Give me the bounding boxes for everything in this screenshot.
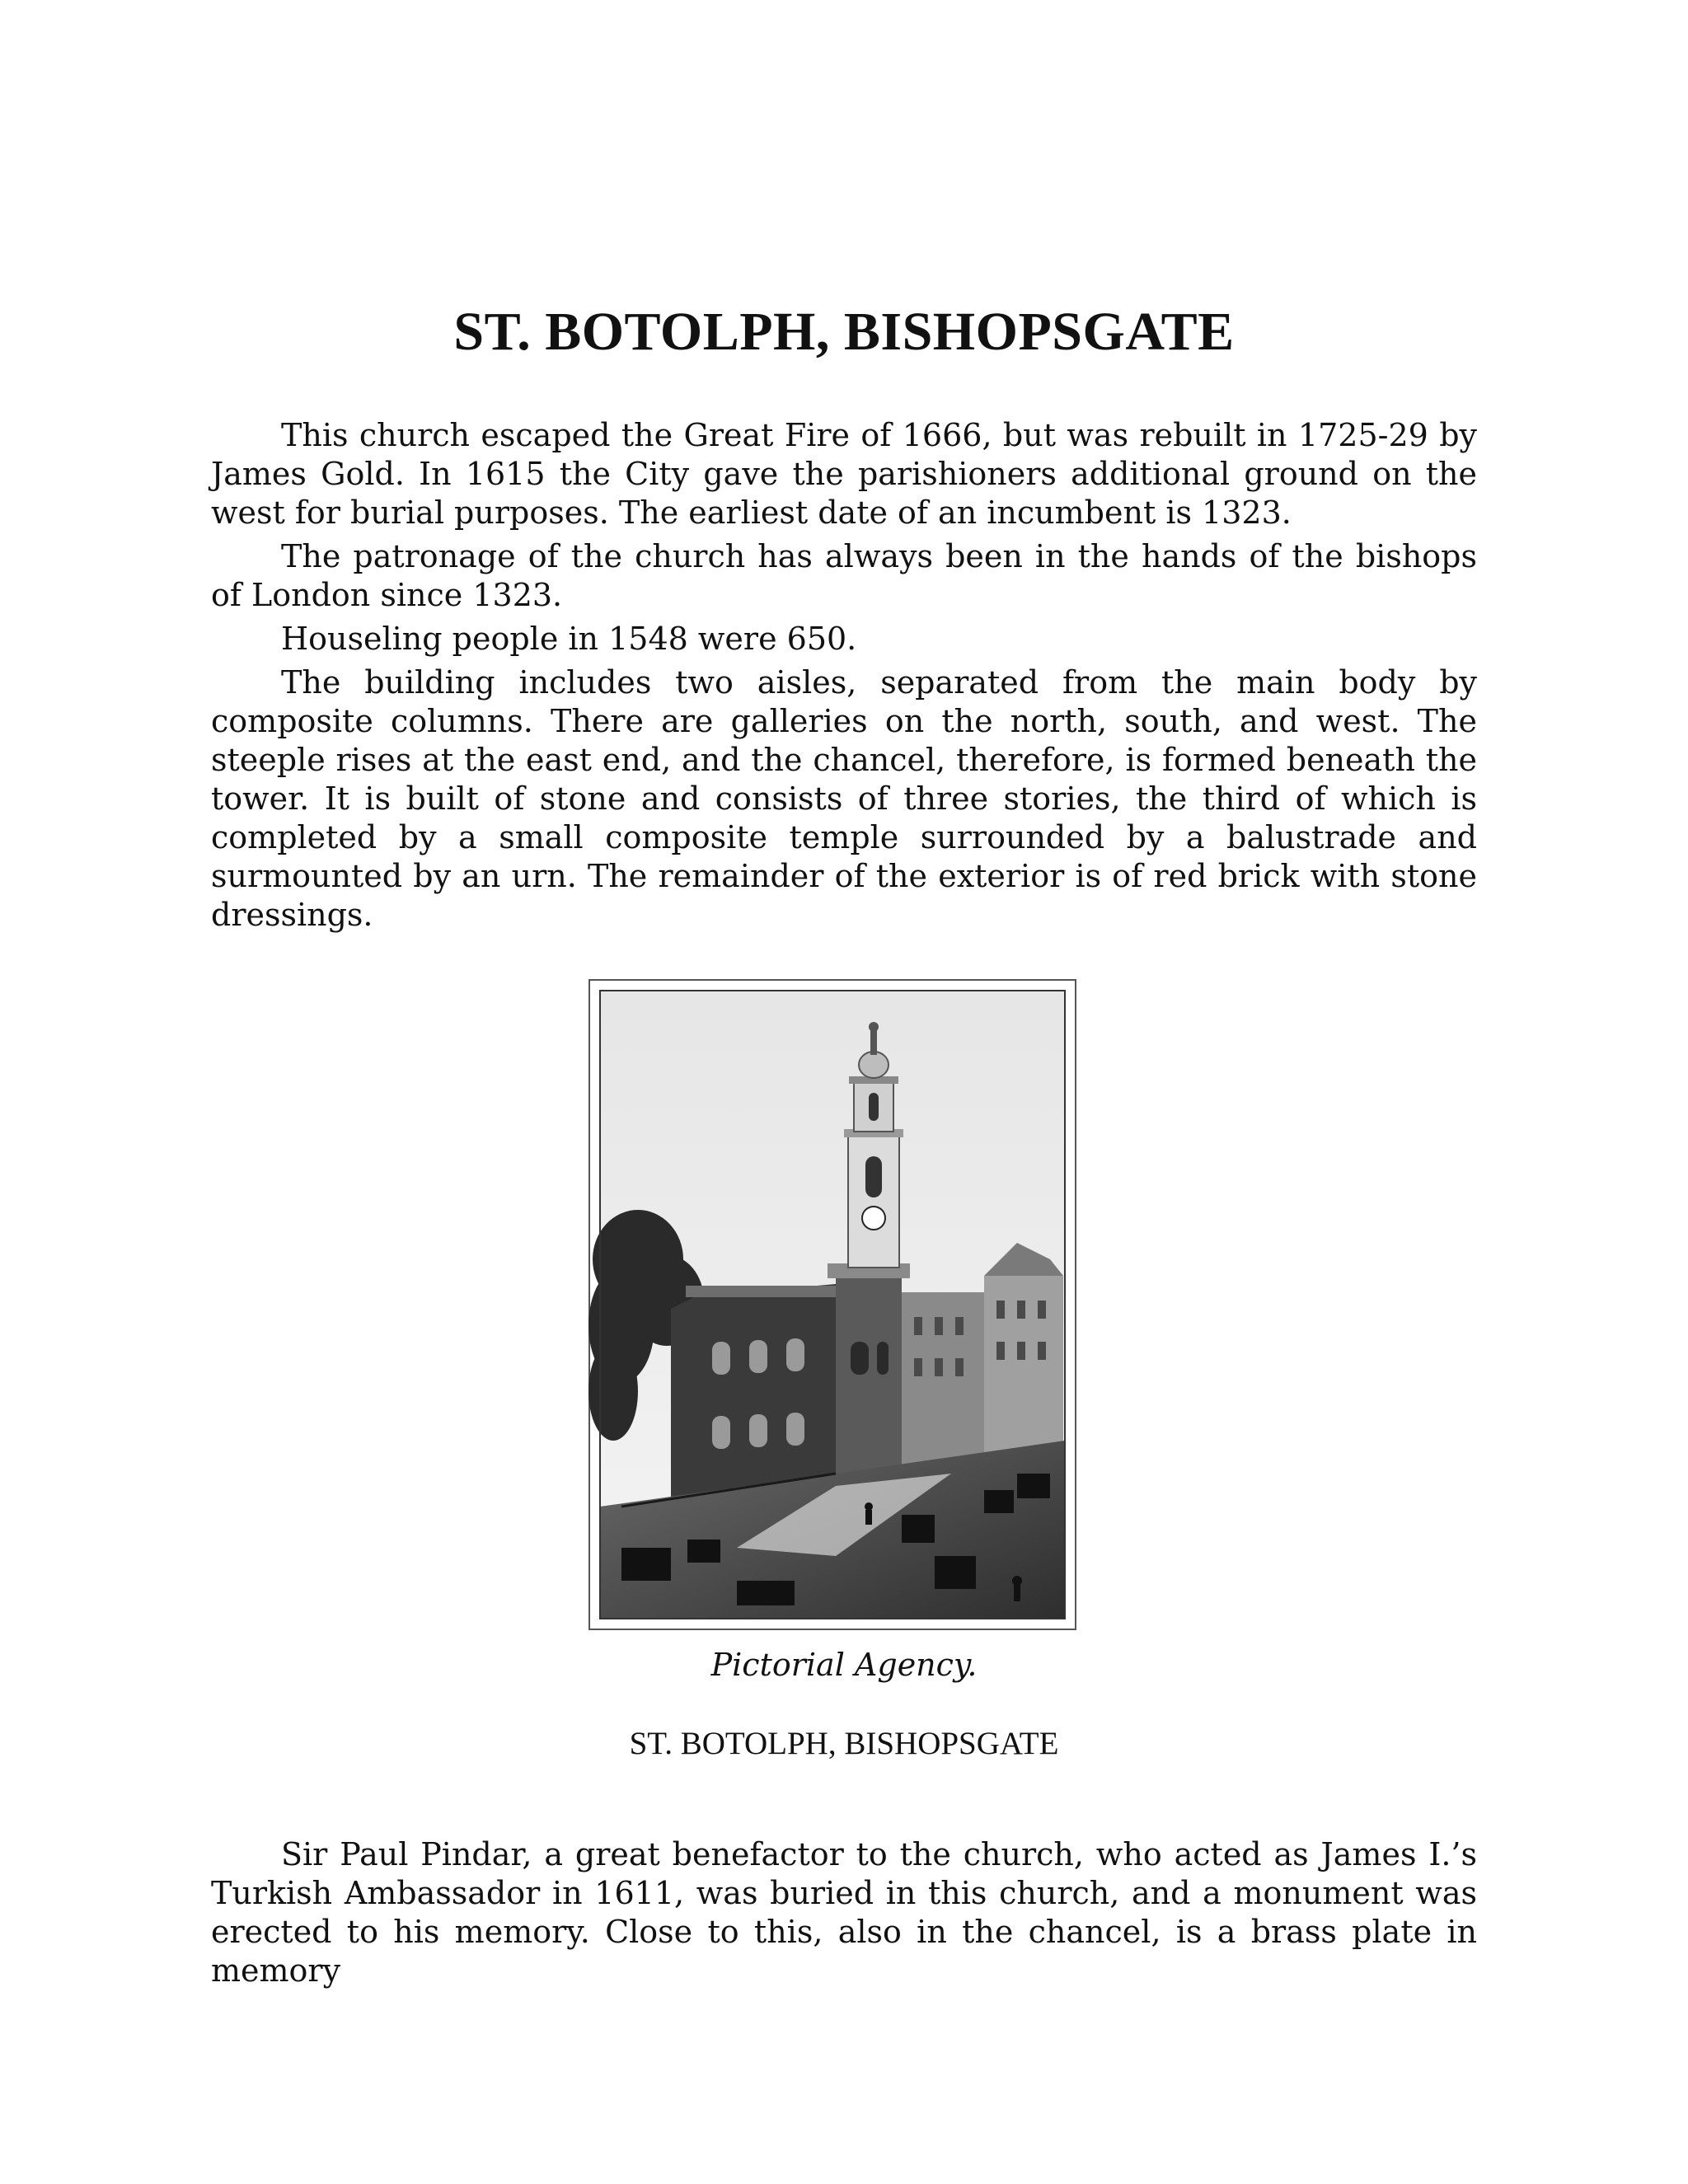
church-photograph [588, 979, 1076, 1630]
paragraph: The patronage of the church has always been in the hands of the bishops of London since 1323. [211, 538, 1477, 613]
chapter-title: ST. BOTOLPH, BISHOPSGATE [453, 302, 1235, 362]
text-block-after-figure [211, 1835, 1477, 1995]
figure-caption: ST. BOTOLPH, BISHOPSGATE [629, 1726, 1059, 1761]
paragraph: The building includes two aisles, separated from the main body by composite columns. There are galleries on the north, south, and west. The steeple rises at the east end, and the chancel, therefore, is formed beneath the tower. It is built of stone and consists of three stories, the third of which is completed by a small composite temple surrounded by a balustrade and surmounted by an urn. The remainder of the exterior is of red brick with stone dressings. [211, 664, 1477, 933]
paragraph: Sir Paul Pindar, a great benefactor to the church, who acted as James I.’s Turkish Ambassador in 1611, was buried in this church, and a monument was erected to his memory. Close to this, also in the chancel, is a brass plate in memory [211, 1836, 1477, 1989]
paragraph: This church escaped the Great Fire of 1666, but was rebuilt in 1725-29 by James Gold. In 1615 the City gave the parishioners additional ground on the west for burial purposes. The earliest date of an incumbent is 1323. [211, 417, 1477, 531]
paragraph: Houseling people in 1548 were 650. [281, 621, 857, 657]
photo-credit: Pictorial Agency. [710, 1647, 978, 1683]
text-block-before-figure [211, 416, 1477, 940]
